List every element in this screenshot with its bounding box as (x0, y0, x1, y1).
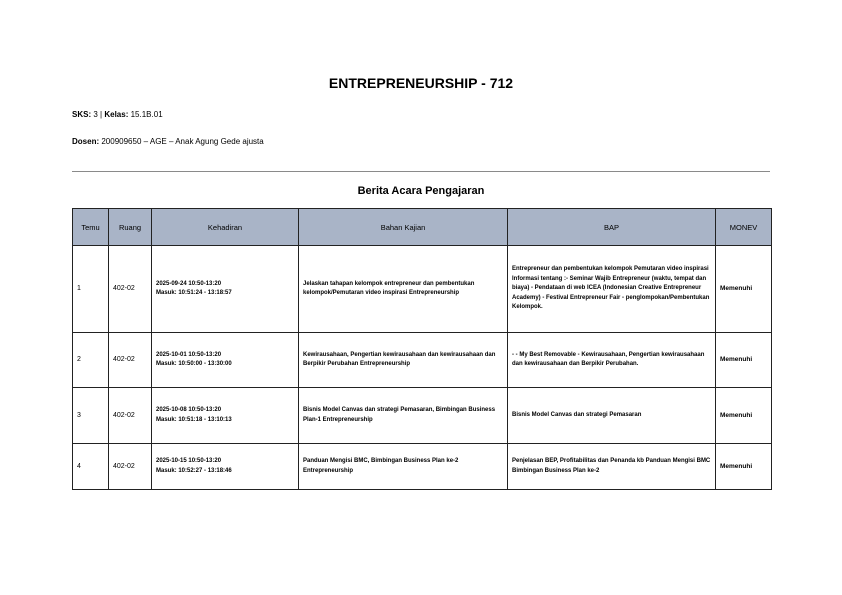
cell-monev: Memenuhi (716, 444, 772, 490)
sks-label: SKS: (72, 110, 92, 119)
sks-value: 3 (93, 110, 98, 119)
dosen-label: Dosen: (72, 137, 100, 146)
cell-bap: Entrepreneur dan pembentukan kelompok Pemutaran video inspirasi Informasi tentang :- Seminar Wajib Entrepreneur (waktu, tempat dan biaya) - Pendataan di web ICEA (Indonesian Creative Entrepreneur Academy) - Festival Entrepreneur Fair - penglompokan/Pembentukan Kelompok. (508, 246, 716, 333)
kehadiran-checkin: Masuk: 10:50:00 - 13:30:00 (156, 361, 232, 367)
lecturer-line (72, 137, 264, 146)
section-divider (72, 171, 770, 172)
cell-bahan-kajian: Bisnis Model Canvas dan strategi Pemasaran, Bimbingan Business Plan-1 Entrepreneurship (299, 388, 508, 444)
cell-ruang: 402-02 (109, 333, 152, 388)
column-header-kehadiran: Kehadiran (152, 209, 299, 246)
cell-temu: 2 (73, 333, 109, 388)
cell-monev: Memenuhi (716, 388, 772, 444)
column-header-ruang: Ruang (109, 209, 152, 246)
meta-separator: | (100, 110, 103, 119)
table-row (73, 388, 772, 444)
cell-kehadiran (152, 444, 299, 490)
cell-temu: 3 (73, 388, 109, 444)
cell-bahan-kajian: Panduan Mengisi BMC, Bimbingan Business Plan ke-2 Entrepreneurship (299, 444, 508, 490)
cell-ruang: 402-02 (109, 246, 152, 333)
table-row (73, 444, 772, 490)
cell-ruang: 402-02 (109, 388, 152, 444)
cell-temu: 1 (73, 246, 109, 333)
cell-bap: Bisnis Model Canvas dan strategi Pemasaran (508, 388, 716, 444)
cell-monev: Memenuhi (716, 246, 772, 333)
kelas-value: 15.1B.01 (130, 110, 163, 119)
column-header-bap: BAP (508, 209, 716, 246)
kehadiran-checkin: Masuk: 10:52:27 - 13:18:46 (156, 467, 232, 474)
kelas-label: Kelas: (104, 110, 129, 119)
table-header-row (73, 209, 772, 246)
cell-kehadiran (152, 388, 299, 444)
table-row (73, 246, 772, 333)
dosen-value: 200909650 – AGE – Anak Agung Gede ajusta (101, 137, 264, 146)
cell-bahan-kajian: Jelaskan tahapan kelompok entrepreneur dan pembentukan kelompok/Pemutaran video inspirasi Entrepreneurship (299, 246, 508, 333)
kehadiran-schedule: 2025-10-08 10:50-13:20 (156, 407, 222, 413)
table-row (73, 333, 772, 388)
column-header-bahan-kajian: Bahan Kajian (299, 209, 508, 246)
cell-kehadiran (152, 333, 299, 388)
kehadiran-schedule: 2025-09-24 10:50-13:20 (156, 280, 222, 287)
cell-monev: Memenuhi (716, 333, 772, 388)
section-title: Berita Acara Pengajaran (357, 185, 485, 197)
cell-kehadiran (152, 246, 299, 333)
kehadiran-schedule: 2025-10-01 10:50-13:20 (156, 351, 222, 358)
course-meta-line (72, 110, 163, 119)
kehadiran-checkin: Masuk: 10:51:24 - 13:18:57 (156, 290, 232, 296)
kehadiran-schedule: 2025-10-15 10:50-13:20 (156, 458, 222, 464)
column-header-temu: Temu (73, 209, 109, 246)
teaching-record-table (72, 208, 772, 490)
cell-bap: Penjelasan BEP, Profitabilitas dan Penanda kb Panduan Mengisi BMC Bimbingan Business Plan ke-2 (508, 444, 716, 490)
kehadiran-checkin: Masuk: 10:51:18 - 13:10:13 (156, 416, 232, 423)
page-title: ENTREPRENEURSHIP - 712 (328, 75, 514, 91)
cell-bap: - - My Best Removable - Kewirausahaan, Pengertian kewirausahaan dan kewirausahaan dan Berpikir Perubahan. (508, 333, 716, 388)
cell-temu: 4 (73, 444, 109, 490)
cell-bahan-kajian: Kewirausahaan, Pengertian kewirausahaan dan kewirausahaan dan Berpikir Perubahan Entrepreneurship (299, 333, 508, 388)
cell-ruang: 402-02 (109, 444, 152, 490)
column-header-monev: MONEV (716, 209, 772, 246)
